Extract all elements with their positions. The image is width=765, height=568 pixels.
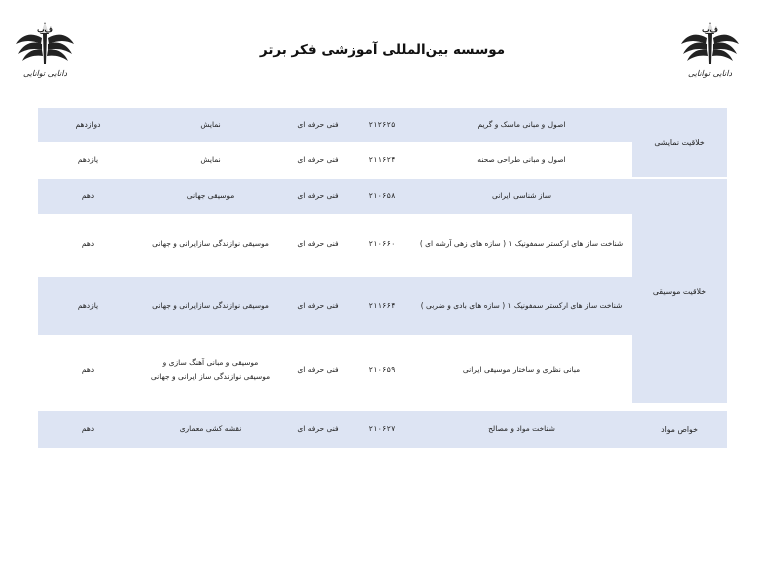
table-row (38, 337, 632, 403)
course-title-cell: شناخت ساز های ارکستر سمفونیک ۱ ( سازه های بادی و ضربی ) (420, 300, 623, 310)
logo-left-text: دانایی توانایی (22, 69, 68, 78)
code-cell: ۲۱۰۶۲۷ (368, 424, 396, 434)
type-cell: فنی حرفه ای (297, 424, 339, 434)
field-line: موسیقی و مبانی آهنگ سازی و (162, 357, 259, 367)
code-cell: ۲۱۱۶۶۴ (368, 300, 396, 310)
grade-cell: دهم (81, 239, 95, 249)
grade-cell: دهم (81, 364, 95, 374)
type-cell: فنی حرفه ای (297, 155, 339, 165)
table-row (38, 277, 632, 335)
type-cell: فنی حرفه ای (297, 119, 339, 129)
course-title-cell: اصول و مبانی ماسک و گریم (477, 119, 566, 129)
type-cell: فنی حرفه ای (297, 239, 339, 249)
type-cell: فنی حرفه ای (297, 300, 339, 310)
field-cell: موسیقی جهانی (186, 191, 235, 201)
group-label: خواص مواد (661, 425, 698, 434)
table-row (38, 179, 632, 214)
code-cell: ۲۱۰۶۵۸ (368, 191, 396, 201)
group-cell-materials (632, 411, 727, 448)
course-title-cell: اصول و مبانی طراحی صحنه (477, 155, 566, 165)
grade-cell: یازدهم (77, 300, 99, 310)
svg-text:ف‌ب: ف‌ب (37, 24, 53, 34)
type-cell: فنی حرفه ای (297, 191, 339, 201)
table-row (38, 411, 632, 448)
field-cell: نقشه کشی معماری (179, 424, 242, 434)
group-label: خلاقیت نمایشی (654, 138, 705, 147)
field-cell: نمایش (200, 119, 221, 129)
svg-text:ف‌ب: ف‌ب (702, 24, 718, 34)
field-cell: موسیقی نوازندگی سازایرانی و جهانی (152, 239, 269, 249)
type-cell: فنی حرفه ای (297, 364, 339, 374)
table-row (38, 214, 632, 275)
code-cell: ۲۱۲۶۲۵ (368, 119, 396, 129)
field-cell: نمایش (200, 155, 221, 165)
grade-cell: دوازدهم (75, 119, 101, 129)
grade-cell: دهم (81, 424, 95, 434)
course-title-cell: شناخت ساز های ارکستر سمفونیک ۱ ( سازه های زهی آرشه ای ) (419, 239, 624, 249)
group-cell-drama (632, 108, 727, 177)
page-title: موسسه بین‌المللی آموزشی فکر برتر (259, 42, 506, 58)
course-title-cell: مبانی نظری و ساختار موسیقی ایرانی (462, 364, 581, 374)
code-cell: ۲۱۰۶۶۰ (368, 239, 396, 249)
table-row (38, 108, 632, 142)
code-cell: ۲۱۱۶۲۴ (368, 155, 396, 165)
code-cell: ۲۱۰۶۵۹ (368, 364, 396, 374)
course-title-cell: ساز شناسی ایرانی (491, 191, 552, 201)
field-line: موسیقی نوازندگی ساز ایرانی و جهانی (150, 372, 271, 381)
group-label: خلاقیت موسیقی (652, 286, 707, 296)
course-title-cell: شناخت مواد و مصالح (488, 424, 555, 434)
table-row (38, 144, 632, 177)
field-cell (138, 337, 283, 403)
group-cell-music (632, 179, 727, 403)
logo-right-text: دانایی توانایی (687, 69, 733, 78)
grade-cell: دهم (81, 191, 95, 201)
grade-cell: یازدهم (77, 155, 99, 165)
field-cell: موسیقی نوازندگی سازایرانی و جهانی (152, 300, 269, 310)
